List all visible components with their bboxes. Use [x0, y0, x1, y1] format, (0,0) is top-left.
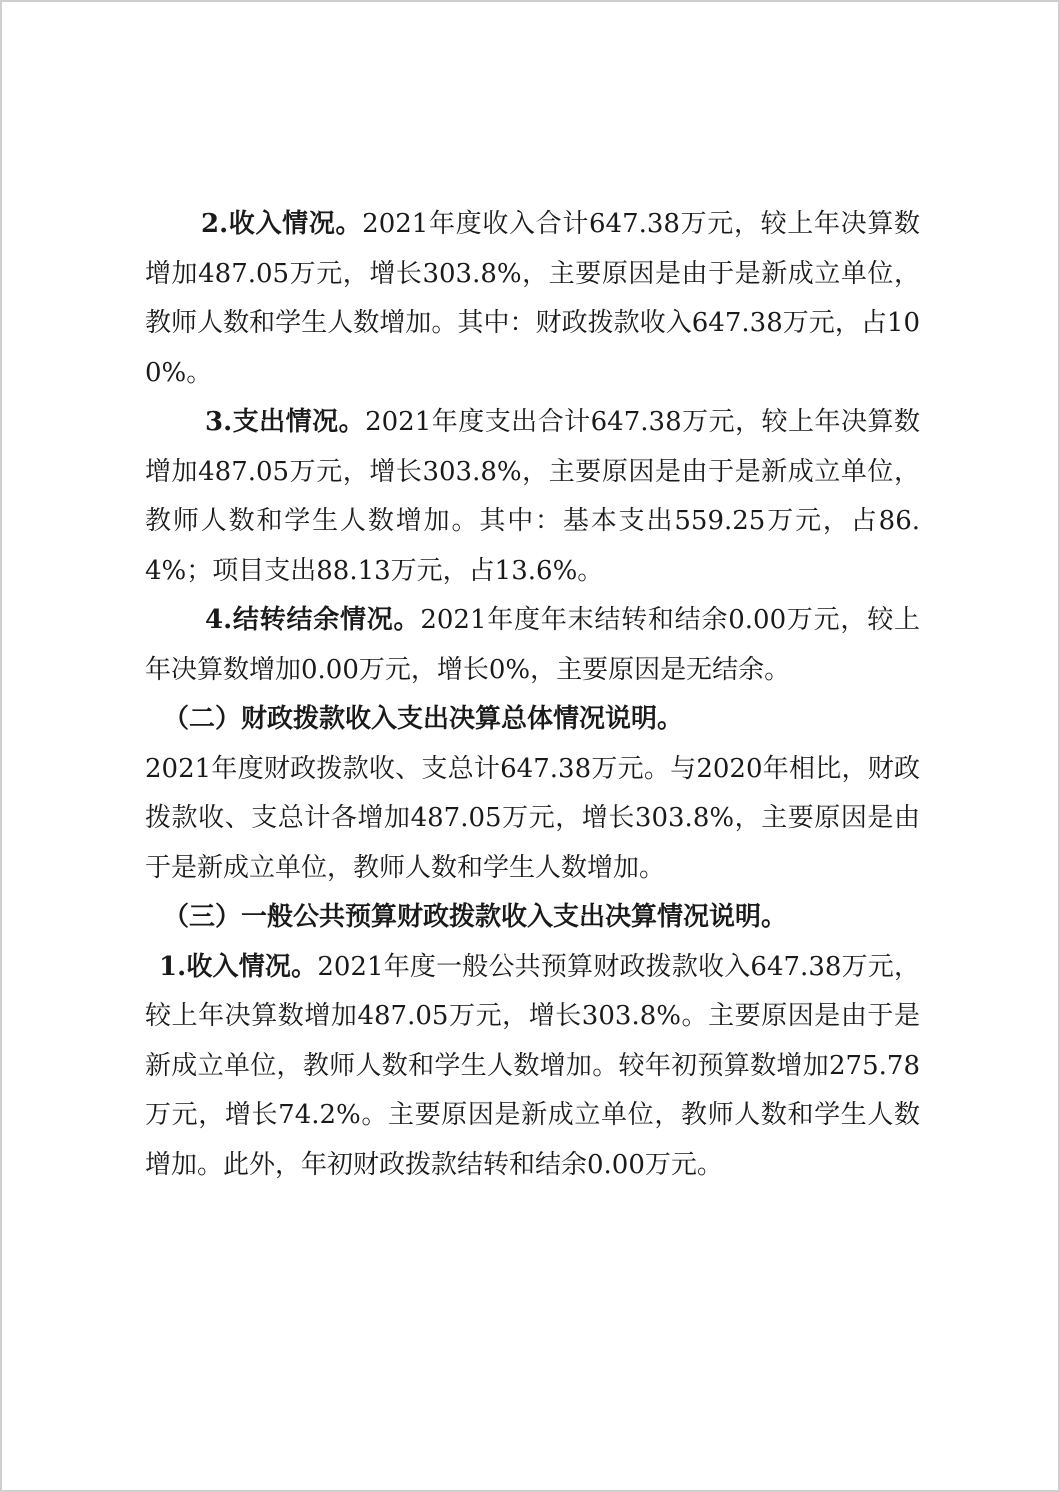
paragraph-income: [145, 200, 920, 398]
paragraph-carryover: [145, 596, 920, 695]
section-3-income-lead: 1.收入情况。: [159, 951, 318, 982]
paragraph-income-body: 2021年度收入合计647.38万元，较上年决算数增加487.05万元，增长303.8%，主要原因是由于是新成立单位，教师人数和学生人数增加。其中：财政拨款收入647.38万元，占100%。: [145, 209, 920, 388]
section-3-income: [145, 943, 920, 1191]
paragraph-expenditure: [145, 398, 920, 596]
document-body: [145, 200, 920, 1190]
section-3-income-body: 2021年度一般公共预算财政拨款收入647.38万元，较上年决算数增加487.05万元，增长303.8%。主要原因是由于是新成立单位，教师人数和学生人数增加。较年初预算数增加275.78万元，增长74.2%。主要原因是新成立单位，教师人数和学生人数增加。此外，年初财政拨款结转和结余0.00万元。: [145, 951, 920, 1180]
paragraph-carryover-lead: 4.结转结余情况。: [205, 605, 421, 635]
section-2-body: 2021年度财政拨款收、支总计647.38万元。与2020年相比，财政拨款收、支总计各增加487.05万元，增长303.8%，主要原因是由于是新成立单位，教师人数和学生人数增加。: [145, 753, 920, 883]
section-3-heading: （三）一般公共预算财政拨款收入支出决算情况说明。: [163, 902, 788, 932]
section-2-heading: （二）财政拨款收入支出决算总体情况说明。: [163, 704, 684, 734]
paragraph-income-lead: 2.收入情况。: [201, 209, 363, 239]
paragraph-carryover-body: 2021年度年末结转和结余0.00万元，较上年决算数增加0.00万元，增长0%，主要原因是无结余。: [145, 605, 920, 685]
paragraph-expenditure-lead: 3.支出情况。: [205, 407, 366, 437]
paragraph-expenditure-body: 2021年度支出合计647.38万元，较上年决算数增加487.05万元，增长303.8%，主要原因是由于是新成立单位，教师人数和学生人数增加。其中：基本支出559.25万元，占86.4%；项目支出88.13万元，占13.6%。: [145, 407, 920, 586]
